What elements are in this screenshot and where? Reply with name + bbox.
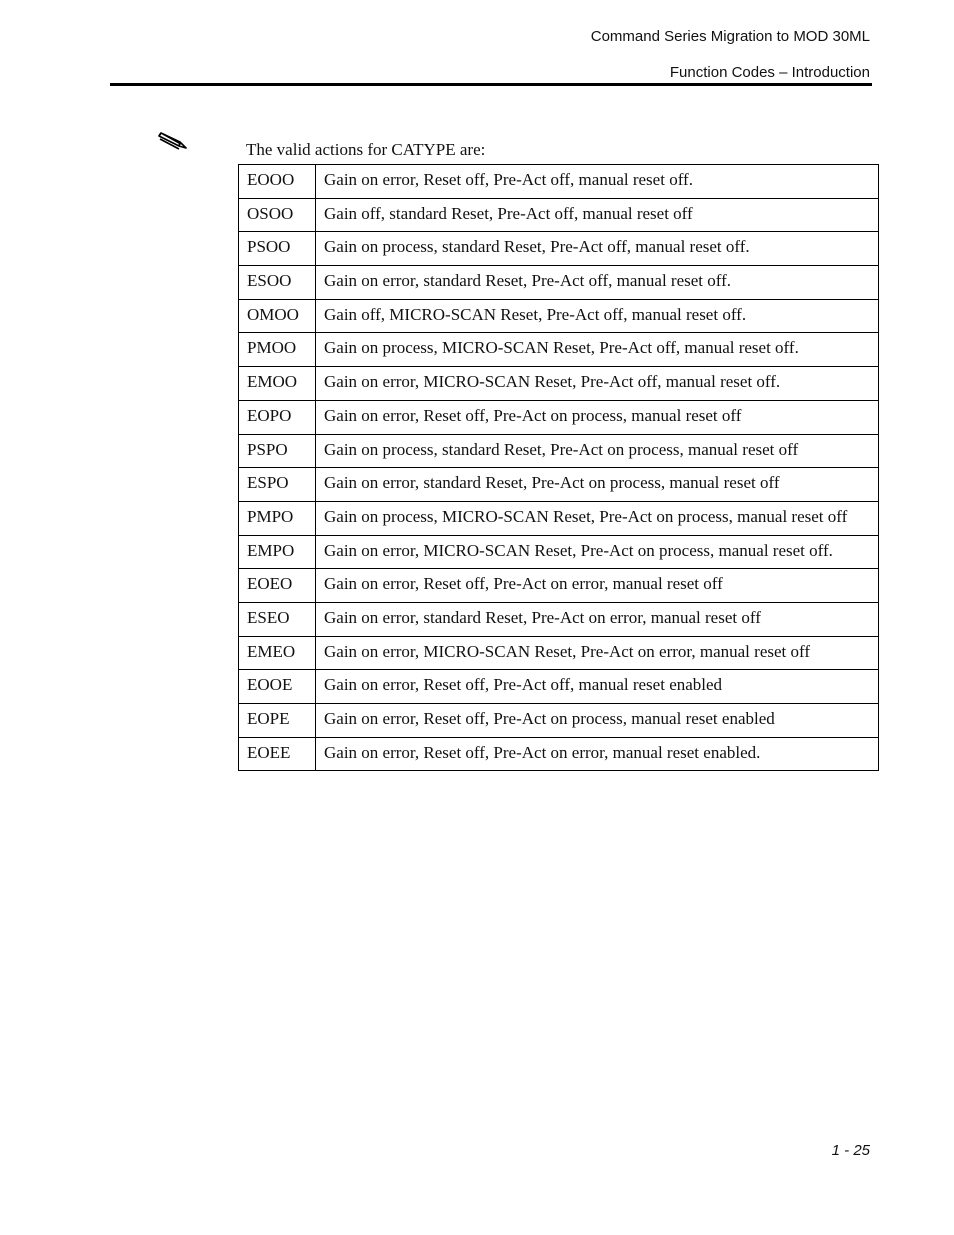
action-description-cell: Gain on error, MICRO-SCAN Reset, Pre-Act on process, manual reset off.	[316, 535, 879, 569]
action-code-cell: OMOO	[239, 299, 316, 333]
table-row	[239, 602, 879, 636]
table-row	[239, 535, 879, 569]
action-code-cell: EOEO	[239, 569, 316, 603]
action-code-cell: ESEO	[239, 602, 316, 636]
action-code-cell: ESOO	[239, 266, 316, 300]
table-row	[239, 434, 879, 468]
action-description-cell: Gain on error, MICRO-SCAN Reset, Pre-Act off, manual reset off.	[316, 367, 879, 401]
action-description-cell: Gain on process, standard Reset, Pre-Act on process, manual reset off	[316, 434, 879, 468]
action-description-cell: Gain on process, standard Reset, Pre-Act off, manual reset off.	[316, 232, 879, 266]
action-description-cell: Gain on error, standard Reset, Pre-Act off, manual reset off.	[316, 266, 879, 300]
intro-text: The valid actions for CATYPE are:	[246, 140, 486, 159]
page-number: 1 - 25	[831, 1142, 870, 1159]
action-description-cell: Gain off, MICRO-SCAN Reset, Pre-Act off, manual reset off.	[316, 299, 879, 333]
table-row	[239, 737, 879, 771]
pencil-note-icon	[157, 132, 189, 154]
table-row	[239, 636, 879, 670]
table-row	[239, 501, 879, 535]
action-code-cell: PMOO	[239, 333, 316, 367]
action-description-cell: Gain on error, Reset off, Pre-Act off, manual reset off.	[316, 165, 879, 199]
action-description-cell: Gain on error, MICRO-SCAN Reset, Pre-Act on error, manual reset off	[316, 636, 879, 670]
table-row	[239, 367, 879, 401]
action-description-cell: Gain on error, Reset off, Pre-Act on error, manual reset off	[316, 569, 879, 603]
table-row	[239, 400, 879, 434]
table-row	[239, 198, 879, 232]
table-row	[239, 266, 879, 300]
action-code-cell: OSOO	[239, 198, 316, 232]
action-code-cell: EOEE	[239, 737, 316, 771]
table-row	[239, 704, 879, 738]
action-code-cell: EMEO	[239, 636, 316, 670]
actions-table-body	[239, 165, 879, 771]
action-code-cell: EOOO	[239, 165, 316, 199]
document-title: Command Series Migration to MOD 30ML	[590, 28, 870, 45]
catype-actions-table	[238, 164, 879, 771]
action-code-cell: EOPE	[239, 704, 316, 738]
section-title: Function Codes – Introduction	[669, 64, 870, 81]
table-row	[239, 569, 879, 603]
action-code-cell: EOPO	[239, 400, 316, 434]
action-description-cell: Gain on error, standard Reset, Pre-Act on error, manual reset off	[316, 602, 879, 636]
table-row	[239, 468, 879, 502]
action-description-cell: Gain on process, MICRO-SCAN Reset, Pre-Act on process, manual reset off	[316, 501, 879, 535]
action-description-cell: Gain on error, Reset off, Pre-Act on error, manual reset enabled.	[316, 737, 879, 771]
action-description-cell: Gain on error, standard Reset, Pre-Act on process, manual reset off	[316, 468, 879, 502]
action-code-cell: ESPO	[239, 468, 316, 502]
table-row	[239, 333, 879, 367]
table-row	[239, 232, 879, 266]
action-description-cell: Gain off, standard Reset, Pre-Act off, manual reset off	[316, 198, 879, 232]
action-code-cell: EMPO	[239, 535, 316, 569]
action-description-cell: Gain on error, Reset off, Pre-Act on process, manual reset enabled	[316, 704, 879, 738]
table-row	[239, 670, 879, 704]
action-code-cell: PSOO	[239, 232, 316, 266]
header-divider	[110, 83, 872, 86]
action-description-cell: Gain on error, Reset off, Pre-Act on process, manual reset off	[316, 400, 879, 434]
action-code-cell: EOOE	[239, 670, 316, 704]
action-description-cell: Gain on process, MICRO-SCAN Reset, Pre-Act off, manual reset off.	[316, 333, 879, 367]
action-code-cell: PSPO	[239, 434, 316, 468]
action-code-cell: PMPO	[239, 501, 316, 535]
table-row	[239, 299, 879, 333]
action-description-cell: Gain on error, Reset off, Pre-Act off, manual reset enabled	[316, 670, 879, 704]
action-code-cell: EMOO	[239, 367, 316, 401]
table-row	[239, 165, 879, 199]
